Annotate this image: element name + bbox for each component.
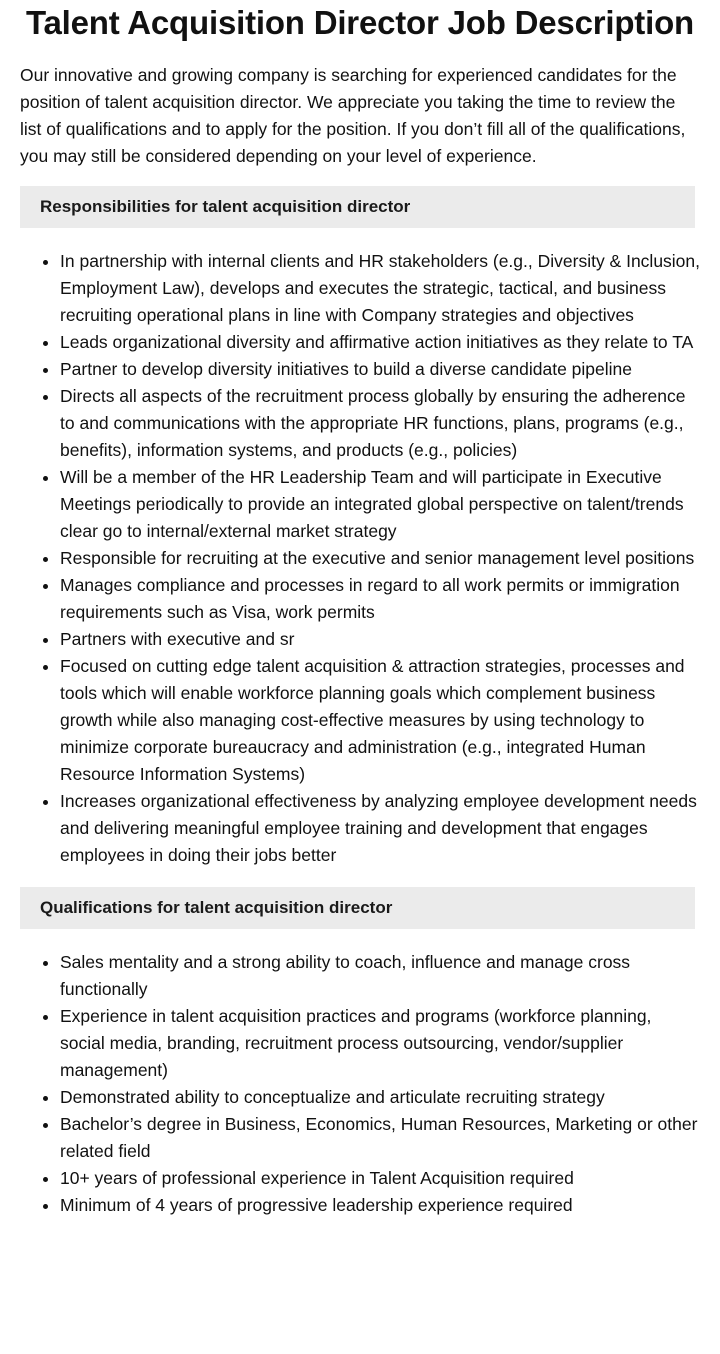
list-item: • Sales mentality and a strong ability to coach, influence and manage cross functionally xyxy=(60,949,700,1003)
intro-paragraph: Our innovative and growing company is searching for experienced candidates for the position of talent acquisition director. We appreciate you taking the time to review the list of qualifications and to apply for the position. If you don’t fill all of the qualifications, you may still be considered depending on your level of experience. xyxy=(20,65,686,166)
list-item: • Partners with executive and sr xyxy=(60,626,700,653)
list-item: • Partner to develop diversity initiatives to build a diverse candidate pipeline xyxy=(60,356,700,383)
list-item: • Will be a member of the HR Leadership Team and will participate in Executive Meetings periodically to provide an integrated global perspective on talent/trends clear go to internal/external market strategy xyxy=(60,464,700,545)
list-item: • Increases organizational effectiveness by analyzing employee development needs and delivering meaningful employee training and development that engages employees in doing their jobs better xyxy=(60,788,700,869)
list-item: • Focused on cutting edge talent acquisition & attraction strategies, processes and tools which will enable workforce planning goals which complement business growth while also managing cost-effective measures by using technology to minimize corporate bureaucracy and administration (e.g., integrated Human Resource Information Systems) xyxy=(60,653,700,788)
list-item: • Minimum of 4 years of progressive leadership experience required xyxy=(60,1192,700,1219)
page-title: Talent Acquisition Director Job Description xyxy=(26,4,694,41)
list-item: • Bachelor’s degree in Business, Economics, Human Resources, Marketing or other related field xyxy=(60,1111,700,1165)
qualifications-heading: Qualifications for talent acquisition director xyxy=(20,887,695,929)
list-item: • Manages compliance and processes in regard to all work permits or immigration requirements such as Visa, work permits xyxy=(60,572,700,626)
responsibilities-list xyxy=(20,248,700,869)
list-item: • Experience in talent acquisition practices and programs (workforce planning, social media, branding, recruitment process outsourcing, vendor/supplier management) xyxy=(60,1003,700,1084)
list-item: • Responsible for recruiting at the executive and senior management level positions xyxy=(60,545,700,572)
responsibilities-heading: Responsibilities for talent acquisition director xyxy=(20,186,695,228)
qualifications-list xyxy=(20,949,700,1219)
list-item: • Directs all aspects of the recruitment process globally by ensuring the adherence to and communications with the appropriate HR functions, plans, programs (e.g., benefits), information systems, and products (e.g., policies) xyxy=(60,383,700,464)
list-item: • Leads organizational diversity and affirmative action initiatives as they relate to TA xyxy=(60,329,700,356)
list-item: • Demonstrated ability to conceptualize and articulate recruiting strategy xyxy=(60,1084,700,1111)
list-item: • In partnership with internal clients and HR stakeholders (e.g., Diversity & Inclusion, Employment Law), develops and executes the strategic, tactical, and business recruiting operational plans in line with Company strategies and objectives xyxy=(60,248,700,329)
list-item: • 10+ years of professional experience in Talent Acquisition required xyxy=(60,1165,700,1192)
